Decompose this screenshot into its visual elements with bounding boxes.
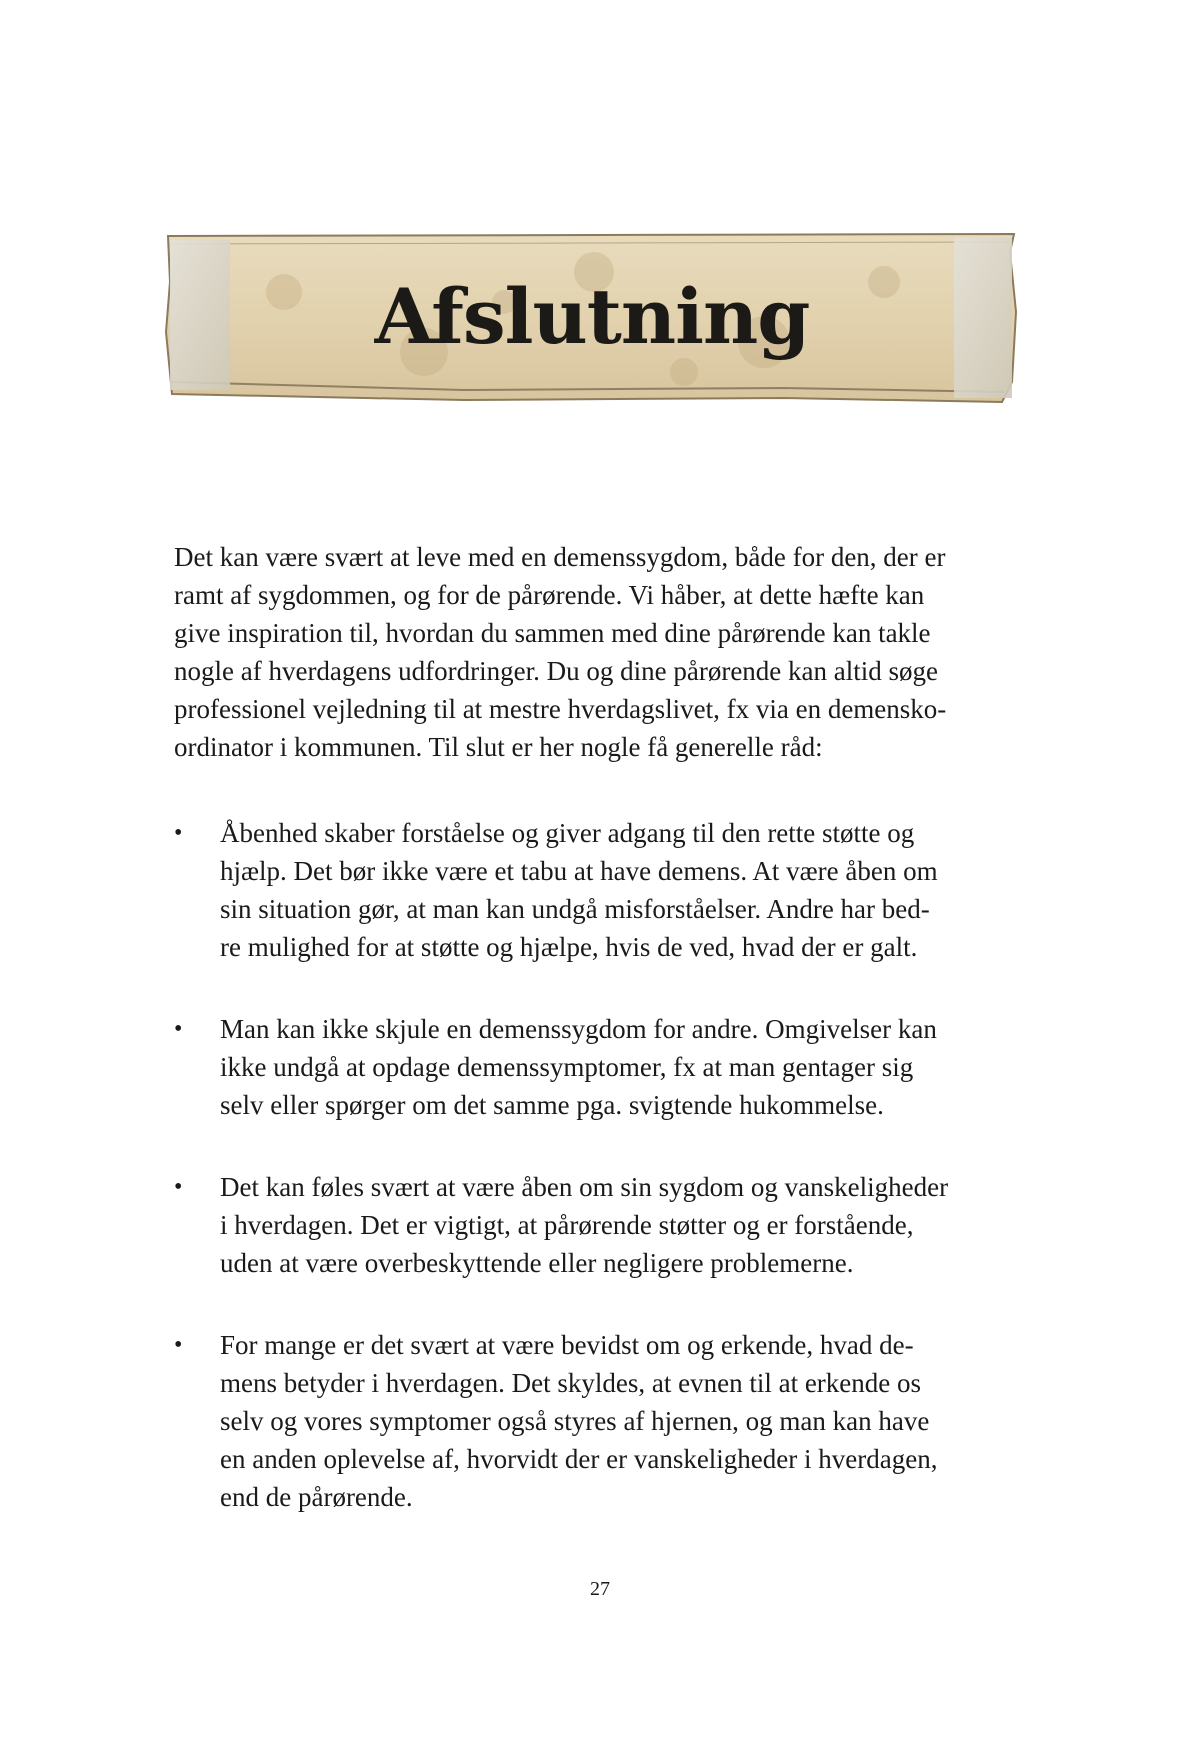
page-number: 27 bbox=[590, 1578, 610, 1600]
list-item bbox=[174, 1326, 1054, 1516]
bullet-icon: • bbox=[174, 1016, 183, 1042]
list-item-line: mens betyder i hverdagen. Det skyldes, at evnen til at erkende os bbox=[220, 1368, 922, 1398]
list-item-line: hjælp. Det bør ikke være et tabu at have demens. At være åben om bbox=[220, 856, 938, 886]
list-item-line: For mange er det svært at være bevidst om og erkende, hvad de- bbox=[220, 1330, 914, 1360]
list-item bbox=[174, 1010, 1054, 1124]
list-item-line: en anden oplevelse af, hvorvidt der er vanskeligheder i hverdagen, bbox=[220, 1444, 938, 1474]
list-item bbox=[174, 814, 1054, 966]
list-item-line: selv og vores symptomer også styres af hjernen, og man kan have bbox=[220, 1406, 930, 1436]
list-item-line: Det kan føles svært at være åben om sin sygdom og vanskeligheder bbox=[220, 1172, 949, 1202]
list-item-line: Åbenhed skaber forståelse og giver adgang til den rette støtte og bbox=[220, 818, 915, 848]
list-item-line: re mulighed for at støtte og hjælpe, hvis de ved, hvad der er galt. bbox=[220, 932, 918, 962]
page-title: Afslutning bbox=[374, 272, 810, 361]
advice-list bbox=[174, 814, 1054, 1516]
list-item-line: ikke undgå at opdage demenssymptomer, fx at man gentager sig bbox=[220, 1052, 914, 1082]
bullet-icon: • bbox=[174, 1174, 183, 1200]
list-item-line: Man kan ikke skjule en demenssygdom for andre. Omgivelser kan bbox=[220, 1014, 937, 1044]
intro-paragraph bbox=[174, 538, 1054, 766]
intro-line: professionel vejledning til at mestre hverdagslivet, fx via en demensko- bbox=[174, 694, 947, 724]
intro-line: ordinator i kommunen. Til slut er her nogle få generelle råd: bbox=[174, 732, 823, 762]
list-item-line: uden at være overbeskyttende eller negligere problemerne. bbox=[220, 1248, 854, 1278]
intro-line: ramt af sygdommen, og for de pårørende. Vi håber, at dette hæfte kan bbox=[174, 580, 925, 610]
title-banner bbox=[164, 232, 1020, 404]
intro-line: Det kan være svært at leve med en demenssygdom, både for den, der er bbox=[174, 542, 946, 572]
list-item-line: sin situation gør, at man kan undgå misforståelser. Andre har bed- bbox=[220, 894, 930, 924]
list-item bbox=[174, 1168, 1054, 1282]
list-item-line: selv eller spørger om det samme pga. svigtende hukommelse. bbox=[220, 1090, 884, 1120]
bullet-icon: • bbox=[174, 820, 183, 846]
list-item-line: i hverdagen. Det er vigtigt, at pårørende støtter og er forstående, bbox=[220, 1210, 914, 1240]
list-item-line: end de pårørende. bbox=[220, 1482, 413, 1512]
intro-line: give inspiration til, hvordan du sammen med dine pårørende kan takle bbox=[174, 618, 931, 648]
intro-line: nogle af hverdagens udfordringer. Du og dine pårørende kan altid søge bbox=[174, 656, 939, 686]
main-content bbox=[174, 538, 1054, 1560]
bullet-icon: • bbox=[174, 1332, 183, 1358]
